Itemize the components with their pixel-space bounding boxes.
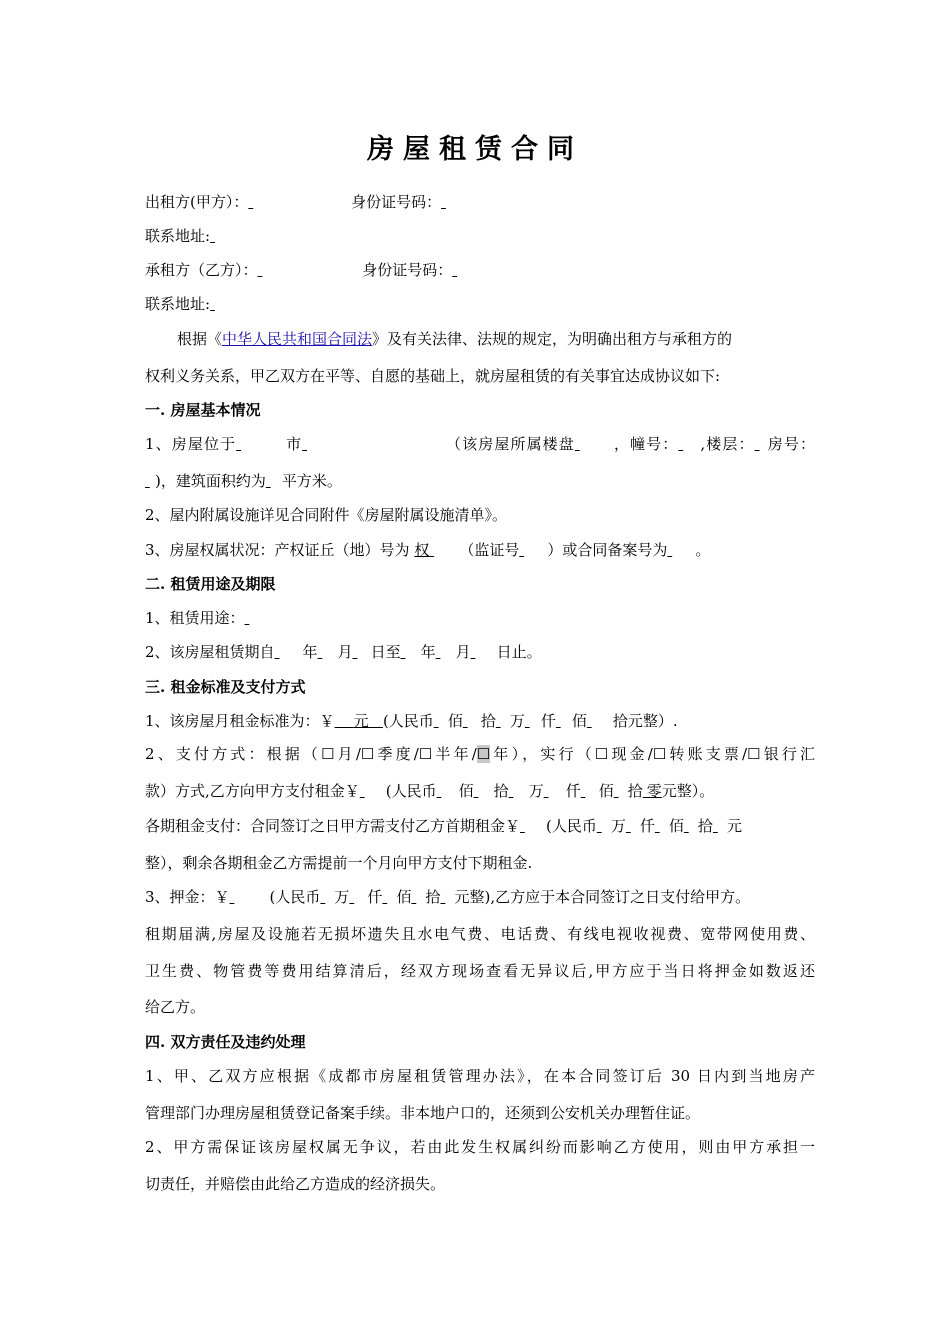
text: 佰 <box>571 712 587 730</box>
intro-line-2: 权利义务关系，甲乙双方在平等、自愿的基础上，就房屋租赁的有关事宜达成协议如下: <box>145 367 721 385</box>
text: 元 <box>353 712 369 730</box>
blank[interactable] <box>544 780 566 802</box>
end-day-blank[interactable] <box>471 641 497 663</box>
blank[interactable] <box>496 710 510 732</box>
text: 1、租赁用途： <box>145 609 245 627</box>
text: 日至 <box>370 643 401 661</box>
text: 拾 <box>480 712 496 730</box>
estate-blank[interactable] <box>575 433 613 455</box>
days-value: 30 <box>670 1067 691 1085</box>
text: 3、房屋权属状况：产权证丘（地）号为 <box>145 541 415 559</box>
lessor-label: 出租方(甲方）： <box>145 193 249 211</box>
floor-blank[interactable] <box>755 433 767 455</box>
blank[interactable] <box>360 780 386 802</box>
text: 仟 <box>565 782 581 800</box>
lessor-id-blank[interactable] <box>441 191 559 213</box>
section-4-item-2-line-1: 2、甲方需保证该房屋权属无争议，若由此发生权属纠纷而影响乙方使用，则由甲方承担一 <box>145 1138 815 1156</box>
blank[interactable] <box>349 886 367 908</box>
text: 仟 <box>367 888 383 906</box>
blank[interactable] <box>411 886 425 908</box>
text: 年），实行（☐现金/☐转账支票/☐银行汇 <box>490 745 815 763</box>
blank[interactable] <box>597 815 611 837</box>
text: 佰 <box>598 782 614 800</box>
lessee-line <box>145 259 815 281</box>
text: (人民币 <box>269 888 321 906</box>
blank[interactable] <box>614 780 628 802</box>
blank[interactable] <box>440 886 454 908</box>
text: 年 <box>420 643 436 661</box>
text: 拾 <box>697 817 713 835</box>
deposit-line-2: 租期届满,房屋及设施若无损坏遗失且水电气费、电话费、有线电视收视费、宽带网使用费、 <box>145 925 815 943</box>
blank[interactable] <box>509 780 529 802</box>
lessee-address-line <box>145 293 815 315</box>
text: 。 <box>695 541 711 559</box>
section-4-item-1-line-2: 管理部门办理房屋租赁登记备案手续。非本地户口的，还须到公安机关办理暂住证。 <box>145 1104 701 1122</box>
lessor-id-label: 身份证号码： <box>351 193 442 211</box>
lessee-label: 承租方（乙方）： <box>145 261 258 279</box>
lessee-name-blank[interactable] <box>258 259 358 281</box>
blank[interactable] <box>655 815 669 837</box>
area-blank[interactable] <box>266 470 282 492</box>
blank[interactable] <box>581 780 599 802</box>
blank[interactable] <box>520 815 546 837</box>
text: (人民币 <box>382 712 434 730</box>
address-blank[interactable] <box>302 433 440 455</box>
text: （该房屋所属楼盘 <box>446 435 575 453</box>
lessor-address-blank[interactable] <box>210 225 348 247</box>
text: (人民币 <box>385 782 437 800</box>
deposit-line-3: 卫生费、物管费等费用结算清后，经双方现场查看无异议后,甲方应于当日将押金如数返还 <box>145 962 815 980</box>
text: ，幢号： <box>612 435 679 453</box>
text: 日止。 <box>496 643 542 661</box>
text: 元整),乙方应于本合同签订之日支付给甲方。 <box>454 888 751 906</box>
text: 2、该房屋租赁期自 <box>145 643 275 661</box>
text: 拾 <box>627 782 643 800</box>
section-1-item-2: 2、屋内附属设施详见合同附件《房屋附属设施清单》。 <box>145 506 508 524</box>
blank[interactable] <box>382 886 396 908</box>
monthly-rent-amount[interactable] <box>335 712 383 730</box>
text: 2、支付方式：根据（☐月/☐季度/☐半年/ <box>145 745 477 763</box>
start-day-blank[interactable] <box>353 641 371 663</box>
text: ,楼层： <box>700 435 755 453</box>
blank[interactable] <box>587 710 613 732</box>
city-blank[interactable] <box>236 433 280 455</box>
text: ）或合同备案号为 <box>547 541 668 559</box>
start-year-blank[interactable] <box>275 641 303 663</box>
lessee-id-blank[interactable] <box>452 259 577 281</box>
text: 元整）。 <box>661 782 715 800</box>
lessee-id-label: 身份证号码： <box>362 261 453 279</box>
text: 1、房屋位于 <box>145 435 237 453</box>
text: 仟 <box>540 712 556 730</box>
end-year-blank[interactable] <box>401 641 421 663</box>
text: 仟 <box>639 817 655 835</box>
blank[interactable] <box>463 710 481 732</box>
supervision-no-blank[interactable] <box>519 539 547 561</box>
blank[interactable] <box>437 780 459 802</box>
purpose-blank[interactable] <box>245 607 299 629</box>
section-4-item-2-line-2: 切责任，并赔偿由此给乙方造成的经济损失。 <box>145 1175 446 1193</box>
title-cert-blank[interactable] <box>429 539 459 561</box>
text: 佰 <box>447 712 463 730</box>
text: 万 <box>334 888 350 906</box>
blank[interactable] <box>474 780 494 802</box>
text: 月 <box>337 643 353 661</box>
contract-law-link[interactable]: 中华人民共和国合同法 <box>222 330 373 348</box>
start-month-blank[interactable] <box>318 641 338 663</box>
text: 佰 <box>396 888 412 906</box>
document-title: 房屋租赁合同 <box>367 134 583 165</box>
text: 拾 <box>493 782 509 800</box>
intro-line-1 <box>177 328 815 350</box>
blank[interactable] <box>434 710 448 732</box>
section-2-item-1 <box>145 607 815 629</box>
blank[interactable] <box>525 710 541 732</box>
section-2-item-2 <box>145 641 815 663</box>
text: 平方米。 <box>281 472 342 490</box>
section-4-item-1-line-1 <box>145 1065 815 1087</box>
section-4-heading: 四. 双方责任及违约处理 <box>145 1033 306 1051</box>
text: 各期租金支付：合同签订之日甲方需支付乙方首期租金￥ <box>145 817 521 835</box>
section-2-heading: 二. 租赁用途及期限 <box>145 575 276 593</box>
text: 佰 <box>458 782 474 800</box>
blank[interactable] <box>556 710 572 732</box>
periodic-rent-line-2: 整），剩余各期租金乙方需提前一个月向甲方支付下期租金. <box>145 854 533 872</box>
section-1-item-1-line-1 <box>145 433 815 455</box>
text: 佰 <box>668 817 684 835</box>
text: (人民币 <box>546 817 597 835</box>
text: 元 <box>726 817 742 835</box>
blank[interactable] <box>320 886 334 908</box>
section-3-item-2-line-1 <box>145 743 815 765</box>
text: 月 <box>455 643 471 661</box>
text: 年 <box>302 643 318 661</box>
text: 1、该房屋月租金标准为：￥ <box>145 712 335 730</box>
lessee-address-blank[interactable] <box>210 293 348 315</box>
text: 房号： <box>766 435 815 453</box>
title-cert-no: 权 <box>414 541 430 559</box>
deposit-line-4: 给乙方。 <box>145 998 206 1016</box>
filing-no-blank[interactable] <box>667 539 695 561</box>
blank[interactable] <box>713 815 727 837</box>
text: 拾元整）. <box>612 712 678 730</box>
intro-prefix: 根据《 <box>177 330 223 348</box>
year-checkbox[interactable]: ☐ <box>476 745 491 763</box>
intro-suffix: 》及有关法律、法规的规定，为明确出租方与承租方的 <box>372 330 733 348</box>
lessor-name-blank[interactable] <box>248 191 346 213</box>
text: 市 <box>286 435 303 453</box>
blank[interactable] <box>626 815 640 837</box>
text: （监证号 <box>459 541 520 559</box>
section-3-item-2-line-2 <box>145 780 815 802</box>
section-3-heading: 三. 租金标准及支付方式 <box>145 678 306 696</box>
end-month-blank[interactable] <box>436 641 456 663</box>
lessor-line <box>145 191 815 213</box>
text: )，建筑面积约为 <box>155 472 266 490</box>
section-3-item-1 <box>145 710 815 732</box>
building-no-blank[interactable] <box>678 433 700 455</box>
lessor-address-line <box>145 225 815 247</box>
section-1-heading: 一. 房屋基本情况 <box>145 401 261 419</box>
text: 1、甲、乙双方应根据《成都市房屋租赁管理办法》，在本合同签订后 <box>145 1067 671 1085</box>
text: 拾 <box>425 888 441 906</box>
blank[interactable] <box>684 815 698 837</box>
section-1-item-1-line-2 <box>145 470 815 492</box>
room-no-blank[interactable] <box>145 470 155 492</box>
text: 零 <box>646 782 662 800</box>
text: 款）方式,乙方向甲方支付租金￥ <box>145 782 360 800</box>
deposit-amount-blank[interactable] <box>230 886 270 908</box>
section-1-item-3 <box>145 539 815 561</box>
lessee-address-label: 联系地址: <box>145 295 211 313</box>
text: 万 <box>528 782 544 800</box>
lessor-address-label: 联系地址: <box>145 227 211 245</box>
text: 日内到当地房产 <box>690 1067 815 1085</box>
periodic-rent-line-1 <box>145 815 815 837</box>
deposit-line-1 <box>145 886 815 908</box>
text: 3、押金：￥ <box>145 888 230 906</box>
text: 万 <box>610 817 626 835</box>
text: 万 <box>509 712 525 730</box>
